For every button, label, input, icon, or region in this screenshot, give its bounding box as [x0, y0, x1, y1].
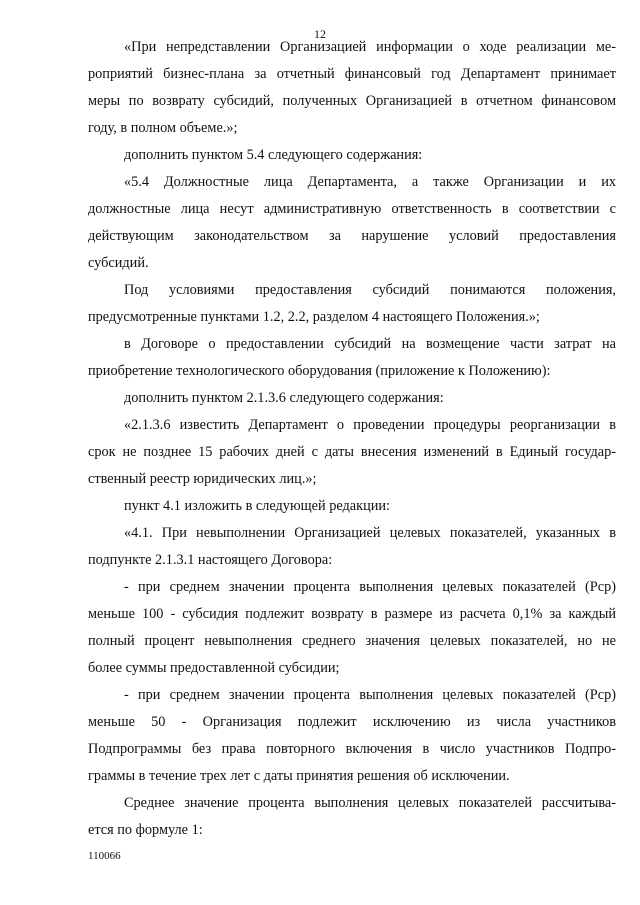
- text-line: Под условиями предоставления субсидий понимаются положения,: [124, 282, 616, 298]
- text-line: должностные лица несут административную ответственность в соответствии с: [88, 201, 616, 217]
- text-line: в Договоре о предоставлении субсидий на возмещение части затрат на: [124, 336, 616, 352]
- page-number: 12: [314, 27, 326, 41]
- text-line: Подпрограммы без права повторного включения в число участников Подпро-: [88, 741, 616, 757]
- text-line: более суммы предоставленной субсидии;: [88, 660, 340, 676]
- text-line: дополнить пунктом 2.1.3.6 следующего содержания:: [124, 390, 444, 406]
- text-line: роприятий бизнес-плана за отчетный финансовый год Департамент принимает: [88, 66, 616, 82]
- text-line: субсидий.: [88, 255, 149, 271]
- text-line: «5.4 Должностные лица Департамента, а также Организации и их: [124, 174, 616, 190]
- text-line: Среднее значение процента выполнения целевых показателей рассчитыва-: [124, 795, 616, 811]
- text-line: меньше 50 - Организация подлежит исключению из числа участников: [88, 714, 616, 730]
- text-line: году, в полном объеме.»;: [88, 120, 238, 136]
- text-line: «2.1.3.6 известить Департамент о проведении процедуры реорганизации в: [124, 417, 616, 433]
- text-line: предусмотренные пунктами 1.2, 2.2, разделом 4 настоящего Положения.»;: [88, 309, 540, 325]
- text-line: действующим законодательством за нарушение условий предоставления: [88, 228, 616, 244]
- text-line: граммы в течение трех лет с даты принятия решения об исключении.: [88, 768, 510, 784]
- text-line: меры по возврату субсидий, полученных Организацией в отчетном финансовом: [88, 93, 616, 109]
- text-line: срок не позднее 15 рабочих дней с даты внесения изменений в Единый государ-: [88, 444, 616, 460]
- text-line: дополнить пунктом 5.4 следующего содержания:: [124, 147, 423, 163]
- text-line: меньше 100 - субсидия подлежит возврату в размере из расчета 0,1% за каждый: [88, 606, 616, 622]
- footer-code: 110066: [88, 850, 121, 862]
- text-line: ется по формуле 1:: [88, 822, 203, 838]
- text-line: подпункте 2.1.3.1 настоящего Договора:: [88, 552, 333, 568]
- text-line: приобретение технологического оборудования (приложение к Положению):: [88, 363, 551, 379]
- text-line: - при среднем значении процента выполнения целевых показателей (Рср): [124, 687, 616, 703]
- text-line: «При непредставлении Организацией информации о ходе реализации ме-: [124, 39, 616, 55]
- text-line: - при среднем значении процента выполнения целевых показателей (Рср): [124, 579, 616, 595]
- text-line: «4.1. При невыполнении Организацией целевых показателей, указанных в: [124, 525, 616, 541]
- text-line: полный процент невыполнения среднего значения целевых показателей, но не: [88, 633, 616, 649]
- text-line: пункт 4.1 изложить в следующей редакции:: [124, 498, 391, 514]
- text-line: ственный реестр юридических лиц.»;: [88, 471, 317, 487]
